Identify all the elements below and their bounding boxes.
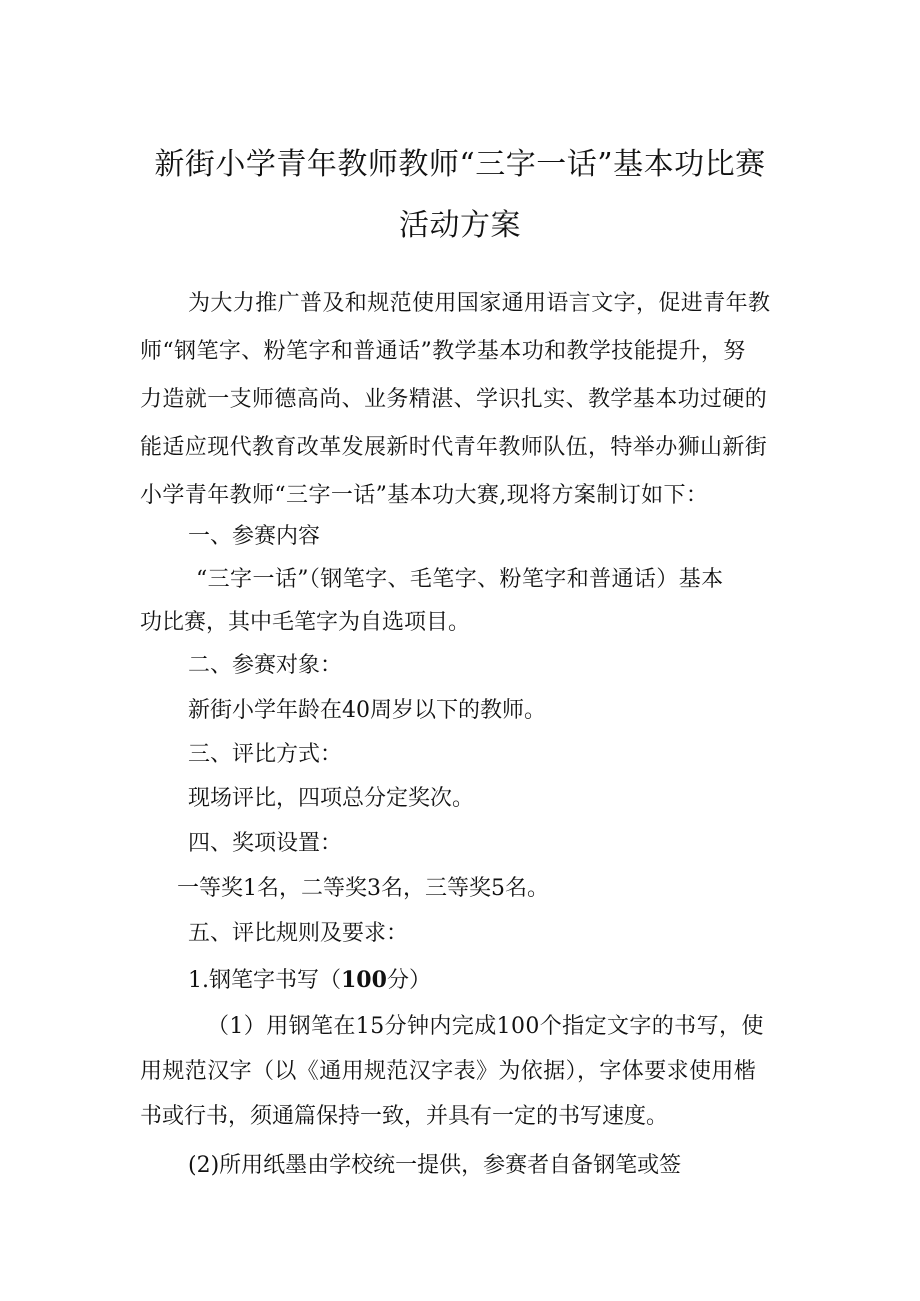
item-1-heading [188,966,431,995]
item-1-rule-1-line-2: 用规范汉字（以《通用规范汉字表》为依据），字体要求使用楷 [140,1059,757,1084]
item-1-score: 100 [341,967,387,993]
intro-line-3: 力造就一支师德高尚、业务精湛、学识扎实、教学基本功过硬的 [140,387,768,412]
intro-line-2: 师“钢笔字、粉笔字和普通话”教学基本功和教学技能提升，努 [140,339,746,364]
document-title-line-1: 新街小学青年教师教师“三字一话”基本功比赛 [154,147,766,182]
section-1-text-line-1: “三字一话”（钢笔字、毛笔字、粉笔字和普通话）基本 [196,567,724,592]
section-1-text-line-2: 功比赛，其中毛笔字为自选项目。 [140,610,471,635]
section-2-text: 新街小学年龄在40周岁以下的教师。 [188,698,546,723]
section-2-heading: 二、参赛对象： [188,653,343,678]
item-1-rule-1-line-3: 书或行书，须通篇保持一致，并具有一定的书写速度。 [140,1104,669,1129]
section-1-heading: 一、参赛内容 [188,524,321,549]
section-5-heading: 五、评比规则及要求： [188,921,409,946]
item-1-rule-1-line-1: （1）用钢笔在15分钟内完成100个指定文字的书写，使 [207,1014,764,1039]
intro-line-1: 为大力推广普及和规范使用国家通用语言文字，促进青年教 [188,291,771,316]
item-1-prefix: 1.钢笔字书写（ [188,968,341,993]
section-4-text: 一等奖1名，二等奖3名，三等奖5名。 [177,876,549,901]
item-1-suffix: 分） [386,968,431,993]
section-4-heading: 四、奖项设置： [188,831,343,856]
section-3-heading: 三、评比方式： [188,742,343,767]
section-3-text: 现场评比，四项总分定奖次。 [188,786,475,811]
item-1-rule-2-line-1: (2)所用纸墨由学校统一提供，参赛者自备钢笔或签 [188,1153,682,1178]
intro-line-4: 能适应现代教育改革发展新时代青年教师队伍，特举办狮山新街 [140,435,768,460]
document-title-line-2: 活动方案 [399,208,521,243]
intro-line-5: 小学青年教师“三字一话”基本功大赛,现将方案制订如下： [140,483,709,508]
